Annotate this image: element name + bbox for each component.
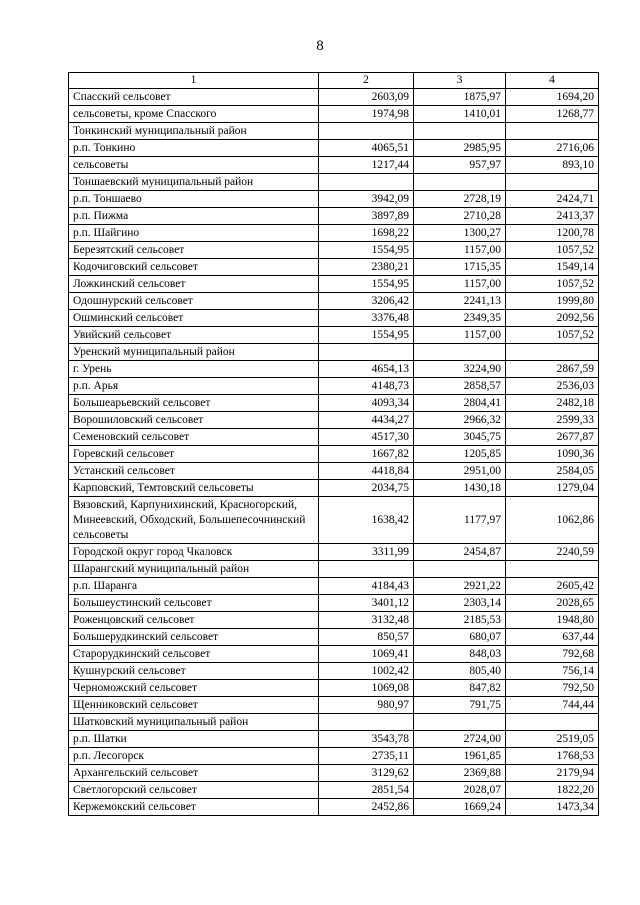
table-header-row — [69, 73, 599, 89]
table-row — [69, 646, 599, 663]
row-value-col4: 2179,94 — [506, 765, 599, 782]
row-name-cell: Архангельский сельсовет — [69, 765, 319, 782]
row-name-cell: р.п. Шаранга — [69, 578, 319, 595]
row-name-cell: р.п. Пижма — [69, 208, 319, 225]
row-value-col3: 2921,22 — [414, 578, 506, 595]
row-name-cell: р.п. Тоншаево — [69, 191, 319, 208]
row-value-col2: 3942,09 — [319, 191, 414, 208]
row-value-col3: 805,40 — [414, 663, 506, 680]
row-value-col4: 1062,86 — [506, 497, 599, 544]
table-row — [69, 208, 599, 225]
row-name-cell: Светлогорский сельсовет — [69, 782, 319, 799]
table-row — [69, 361, 599, 378]
row-value-col2: 980,97 — [319, 697, 414, 714]
row-value-col3: 1157,00 — [414, 276, 506, 293]
row-value-col4: 2240,59 — [506, 544, 599, 561]
row-value-col2: 4517,30 — [319, 429, 414, 446]
row-name-cell: Большерудкинский сельсовет — [69, 629, 319, 646]
row-value-col4: 893,10 — [506, 157, 599, 174]
row-value-col4: 792,68 — [506, 646, 599, 663]
row-value-col4: 2519,05 — [506, 731, 599, 748]
row-value-col3: 2724,00 — [414, 731, 506, 748]
table-row — [69, 276, 599, 293]
row-value-col2: 1217,44 — [319, 157, 414, 174]
row-value-col2: 1638,42 — [319, 497, 414, 544]
row-value-col4: 1268,77 — [506, 106, 599, 123]
row-value-col2: 2380,21 — [319, 259, 414, 276]
row-name-cell: Горевский сельсовет — [69, 446, 319, 463]
row-value-col2: 4093,34 — [319, 395, 414, 412]
row-value-col2: 1974,98 — [319, 106, 414, 123]
row-name-cell: Устанский сельсовет — [69, 463, 319, 480]
row-value-col2 — [319, 714, 414, 731]
row-value-col3: 2966,32 — [414, 412, 506, 429]
row-value-col4: 2677,87 — [506, 429, 599, 446]
row-value-col3: 2349,35 — [414, 310, 506, 327]
row-name-cell: г. Урень — [69, 361, 319, 378]
table-row — [69, 446, 599, 463]
table-row — [69, 714, 599, 731]
row-value-col2: 4418,84 — [319, 463, 414, 480]
row-value-col2: 3311,99 — [319, 544, 414, 561]
table-row — [69, 765, 599, 782]
row-value-col3 — [414, 561, 506, 578]
row-value-col4: 2867,59 — [506, 361, 599, 378]
row-value-col4: 1694,20 — [506, 89, 599, 106]
table-row — [69, 310, 599, 327]
tariff-table — [68, 72, 599, 816]
table-row — [69, 106, 599, 123]
row-value-col2: 1002,42 — [319, 663, 414, 680]
row-value-col3: 2369,88 — [414, 765, 506, 782]
table-row — [69, 544, 599, 561]
row-value-col2 — [319, 174, 414, 191]
row-value-col3: 1715,35 — [414, 259, 506, 276]
table-row — [69, 612, 599, 629]
row-value-col3: 1410,01 — [414, 106, 506, 123]
row-name-cell: Шарангский муниципальный район — [69, 561, 319, 578]
row-value-col2: 3206,42 — [319, 293, 414, 310]
table-row — [69, 157, 599, 174]
row-value-col3: 1177,97 — [414, 497, 506, 544]
row-value-col3: 791,75 — [414, 697, 506, 714]
row-value-col3: 2951,00 — [414, 463, 506, 480]
row-value-col4: 1057,52 — [506, 242, 599, 259]
row-name-cell: Спасский сельсовет — [69, 89, 319, 106]
row-value-col3: 1205,85 — [414, 446, 506, 463]
row-value-col4: 2424,71 — [506, 191, 599, 208]
row-value-col2: 3401,12 — [319, 595, 414, 612]
row-value-col4: 2584,05 — [506, 463, 599, 480]
row-value-col4: 637,44 — [506, 629, 599, 646]
table-row — [69, 191, 599, 208]
table-row — [69, 497, 599, 544]
row-value-col3: 680,07 — [414, 629, 506, 646]
table-row — [69, 480, 599, 497]
row-name-cell: Кодочиговский сельсовет — [69, 259, 319, 276]
row-name-cell: Вязовский, Карпунихинский, Красногорский, Минеевский, Обходский, Большепесочнинский сельсоветы — [69, 497, 319, 544]
row-name-cell: Большеустинский сельсовет — [69, 595, 319, 612]
row-name-cell: Одошнурский сельсовет — [69, 293, 319, 310]
row-name-cell: сельсоветы — [69, 157, 319, 174]
row-value-col4: 2092,56 — [506, 310, 599, 327]
row-value-col4: 1279,04 — [506, 480, 599, 497]
row-value-col2: 1069,41 — [319, 646, 414, 663]
row-value-col4: 2482,18 — [506, 395, 599, 412]
table-row — [69, 748, 599, 765]
row-value-col2: 2735,11 — [319, 748, 414, 765]
row-value-col4: 1057,52 — [506, 327, 599, 344]
row-name-cell: Тоншаевский муниципальный район — [69, 174, 319, 191]
row-name-cell: Ложкинский сельсовет — [69, 276, 319, 293]
table-row — [69, 629, 599, 646]
row-value-col2: 3129,62 — [319, 765, 414, 782]
table-row — [69, 395, 599, 412]
row-value-col2: 3897,89 — [319, 208, 414, 225]
row-value-col3: 2858,57 — [414, 378, 506, 395]
row-value-col4: 1090,36 — [506, 446, 599, 463]
row-value-col3 — [414, 344, 506, 361]
column-header-1: 1 — [69, 73, 319, 89]
row-value-col3: 1157,00 — [414, 327, 506, 344]
row-value-col4: 2716,06 — [506, 140, 599, 157]
row-value-col4 — [506, 344, 599, 361]
row-value-col4: 1057,52 — [506, 276, 599, 293]
row-name-cell: Ошминский сельсовет — [69, 310, 319, 327]
row-value-col4: 792,50 — [506, 680, 599, 697]
table-row — [69, 174, 599, 191]
table-row — [69, 225, 599, 242]
row-value-col4: 1999,80 — [506, 293, 599, 310]
row-name-cell: Шатковский муниципальный район — [69, 714, 319, 731]
row-name-cell: Тонкинский муниципальный район — [69, 123, 319, 140]
table-row — [69, 663, 599, 680]
table-row — [69, 578, 599, 595]
row-value-col3: 957,97 — [414, 157, 506, 174]
row-name-cell: р.п. Тонкино — [69, 140, 319, 157]
table-row — [69, 697, 599, 714]
table-row — [69, 259, 599, 276]
table-row — [69, 123, 599, 140]
row-name-cell: Щенниковский сельсовет — [69, 697, 319, 714]
row-value-col3: 3045,75 — [414, 429, 506, 446]
row-value-col4: 2536,03 — [506, 378, 599, 395]
row-value-col4: 2413,37 — [506, 208, 599, 225]
row-name-cell: Городской округ город Чкаловск — [69, 544, 319, 561]
row-value-col3: 1157,00 — [414, 242, 506, 259]
row-value-col2: 4065,51 — [319, 140, 414, 157]
row-value-col4: 1822,20 — [506, 782, 599, 799]
row-value-col3: 2985,95 — [414, 140, 506, 157]
table-row — [69, 89, 599, 106]
table-row — [69, 561, 599, 578]
row-name-cell: р.п. Арья — [69, 378, 319, 395]
row-value-col2: 1698,22 — [319, 225, 414, 242]
row-name-cell: Кушнурский сельсовет — [69, 663, 319, 680]
table-row — [69, 327, 599, 344]
row-name-cell: Ворошиловский сельсовет — [69, 412, 319, 429]
table-row — [69, 595, 599, 612]
row-value-col2 — [319, 344, 414, 361]
row-value-col3: 847,82 — [414, 680, 506, 697]
row-value-col3: 2303,14 — [414, 595, 506, 612]
row-value-col3: 2241,13 — [414, 293, 506, 310]
row-value-col2: 3543,78 — [319, 731, 414, 748]
row-value-col2: 850,57 — [319, 629, 414, 646]
row-value-col2: 1554,95 — [319, 242, 414, 259]
row-value-col2: 4654,13 — [319, 361, 414, 378]
row-name-cell: Березятский сельсовет — [69, 242, 319, 259]
table-row — [69, 680, 599, 697]
row-name-cell: Уренский муниципальный район — [69, 344, 319, 361]
row-name-cell: Черноможский сельсовет — [69, 680, 319, 697]
row-value-col3: 1669,24 — [414, 799, 506, 816]
table-row — [69, 242, 599, 259]
row-value-col3: 1961,85 — [414, 748, 506, 765]
row-value-col3: 3224,90 — [414, 361, 506, 378]
table-row — [69, 463, 599, 480]
row-value-col4: 1200,78 — [506, 225, 599, 242]
row-value-col2: 2452,86 — [319, 799, 414, 816]
row-value-col2: 4184,43 — [319, 578, 414, 595]
row-value-col4: 2599,33 — [506, 412, 599, 429]
row-value-col3: 848,03 — [414, 646, 506, 663]
row-value-col4: 2028,65 — [506, 595, 599, 612]
row-value-col4 — [506, 123, 599, 140]
row-value-col3 — [414, 714, 506, 731]
row-name-cell: Роженцовский сельсовет — [69, 612, 319, 629]
row-name-cell: р.п. Шатки — [69, 731, 319, 748]
row-value-col3: 2185,53 — [414, 612, 506, 629]
row-value-col4: 1768,53 — [506, 748, 599, 765]
row-value-col2: 1069,08 — [319, 680, 414, 697]
row-value-col2: 2603,09 — [319, 89, 414, 106]
row-value-col2: 2851,54 — [319, 782, 414, 799]
column-header-2: 2 — [319, 73, 414, 89]
row-value-col2: 1554,95 — [319, 276, 414, 293]
row-value-col4 — [506, 174, 599, 191]
row-value-col3: 1875,97 — [414, 89, 506, 106]
row-name-cell: Семеновский сельсовет — [69, 429, 319, 446]
row-value-col4: 1549,14 — [506, 259, 599, 276]
row-value-col4: 1948,80 — [506, 612, 599, 629]
row-name-cell: Увийский сельсовет — [69, 327, 319, 344]
row-value-col2: 1667,82 — [319, 446, 414, 463]
table-row — [69, 799, 599, 816]
row-value-col3: 2728,19 — [414, 191, 506, 208]
row-value-col3: 2454,87 — [414, 544, 506, 561]
row-value-col3: 2710,28 — [414, 208, 506, 225]
row-value-col4 — [506, 561, 599, 578]
row-value-col4 — [506, 714, 599, 731]
table-row — [69, 293, 599, 310]
row-value-col3 — [414, 123, 506, 140]
row-value-col4: 744,44 — [506, 697, 599, 714]
row-name-cell: сельсоветы, кроме Спасского — [69, 106, 319, 123]
row-value-col4: 756,14 — [506, 663, 599, 680]
column-header-3: 3 — [414, 73, 506, 89]
row-value-col3: 2804,41 — [414, 395, 506, 412]
table-row — [69, 140, 599, 157]
row-value-col3: 2028,07 — [414, 782, 506, 799]
row-name-cell: Большеарьевский сельсовет — [69, 395, 319, 412]
row-value-col2: 3132,48 — [319, 612, 414, 629]
table-row — [69, 378, 599, 395]
row-value-col3: 1430,18 — [414, 480, 506, 497]
row-value-col4: 1473,34 — [506, 799, 599, 816]
row-value-col2: 4434,27 — [319, 412, 414, 429]
row-value-col4: 2605,42 — [506, 578, 599, 595]
row-value-col2 — [319, 123, 414, 140]
row-name-cell: Старорудкинский сельсовет — [69, 646, 319, 663]
row-value-col2: 2034,75 — [319, 480, 414, 497]
table-row — [69, 782, 599, 799]
table-row — [69, 344, 599, 361]
row-value-col2: 3376,48 — [319, 310, 414, 327]
row-value-col2: 4148,73 — [319, 378, 414, 395]
table-row — [69, 731, 599, 748]
row-value-col2 — [319, 561, 414, 578]
page-number: 8 — [316, 38, 324, 54]
row-name-cell: Кержемокский сельсовет — [69, 799, 319, 816]
row-value-col3: 1300,27 — [414, 225, 506, 242]
table-row — [69, 429, 599, 446]
row-name-cell: р.п. Лесогорск — [69, 748, 319, 765]
row-name-cell: р.п. Шайгино — [69, 225, 319, 242]
row-value-col3 — [414, 174, 506, 191]
row-name-cell: Карповский, Темтовский сельсоветы — [69, 480, 319, 497]
table-row — [69, 412, 599, 429]
column-header-4: 4 — [506, 73, 599, 89]
row-value-col2: 1554,95 — [319, 327, 414, 344]
